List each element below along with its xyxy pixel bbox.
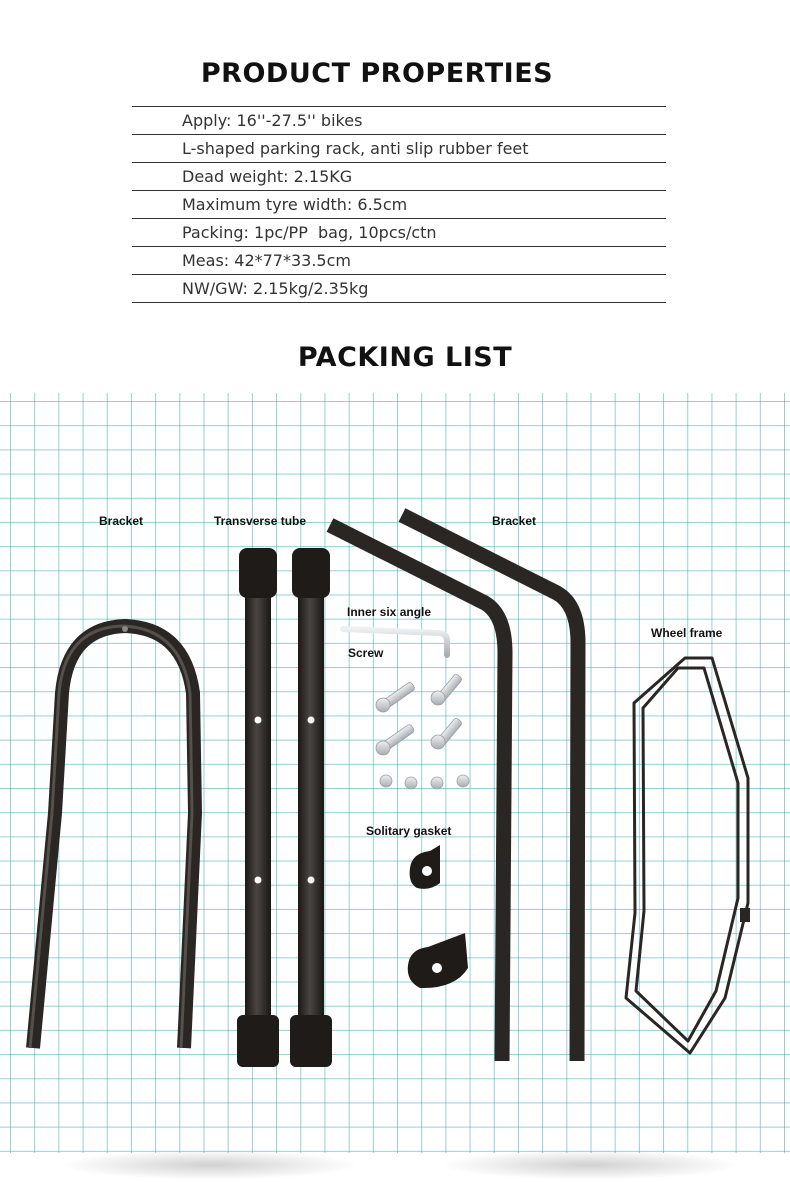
transverse-tube-2 bbox=[290, 548, 332, 1067]
parts-illustration bbox=[0, 393, 790, 1153]
transverse-tube-1 bbox=[237, 548, 279, 1067]
floor-shadow-left bbox=[60, 1150, 360, 1180]
label-screw: Screw bbox=[348, 646, 384, 660]
screws bbox=[376, 673, 469, 789]
property-row: Packing: 1pc/PP bag, 10pcs/ctn bbox=[132, 219, 666, 247]
gasket-2 bbox=[408, 933, 468, 988]
property-row: Maximum tyre width: 6.5cm bbox=[132, 191, 666, 219]
property-row: Dead weight: 2.15KG bbox=[132, 163, 666, 191]
bracket-u-shape bbox=[33, 626, 195, 1048]
property-row: Apply: 16''-27.5'' bikes bbox=[132, 107, 666, 135]
packing-list-title: PACKING LIST bbox=[297, 342, 513, 373]
label-transverse-tube: Transverse tube bbox=[214, 514, 307, 528]
label-inner-six-angle: Inner six angle bbox=[347, 605, 432, 619]
product-properties-title: PRODUCT PROPERTIES bbox=[200, 58, 554, 89]
label-bracket-right: Bracket bbox=[492, 514, 537, 528]
property-row: NW/GW: 2.15kg/2.35kg bbox=[132, 275, 666, 303]
property-row: Meas: 42*77*33.5cm bbox=[132, 247, 666, 275]
label-solitary-gasket: Solitary gasket bbox=[366, 824, 452, 838]
floor-shadow-right bbox=[440, 1150, 740, 1180]
properties-table bbox=[132, 106, 666, 303]
label-wheel-frame: Wheel frame bbox=[651, 626, 723, 640]
property-row: L-shaped parking rack, anti slip rubber feet bbox=[132, 135, 666, 163]
label-bracket-left: Bracket bbox=[99, 514, 144, 528]
